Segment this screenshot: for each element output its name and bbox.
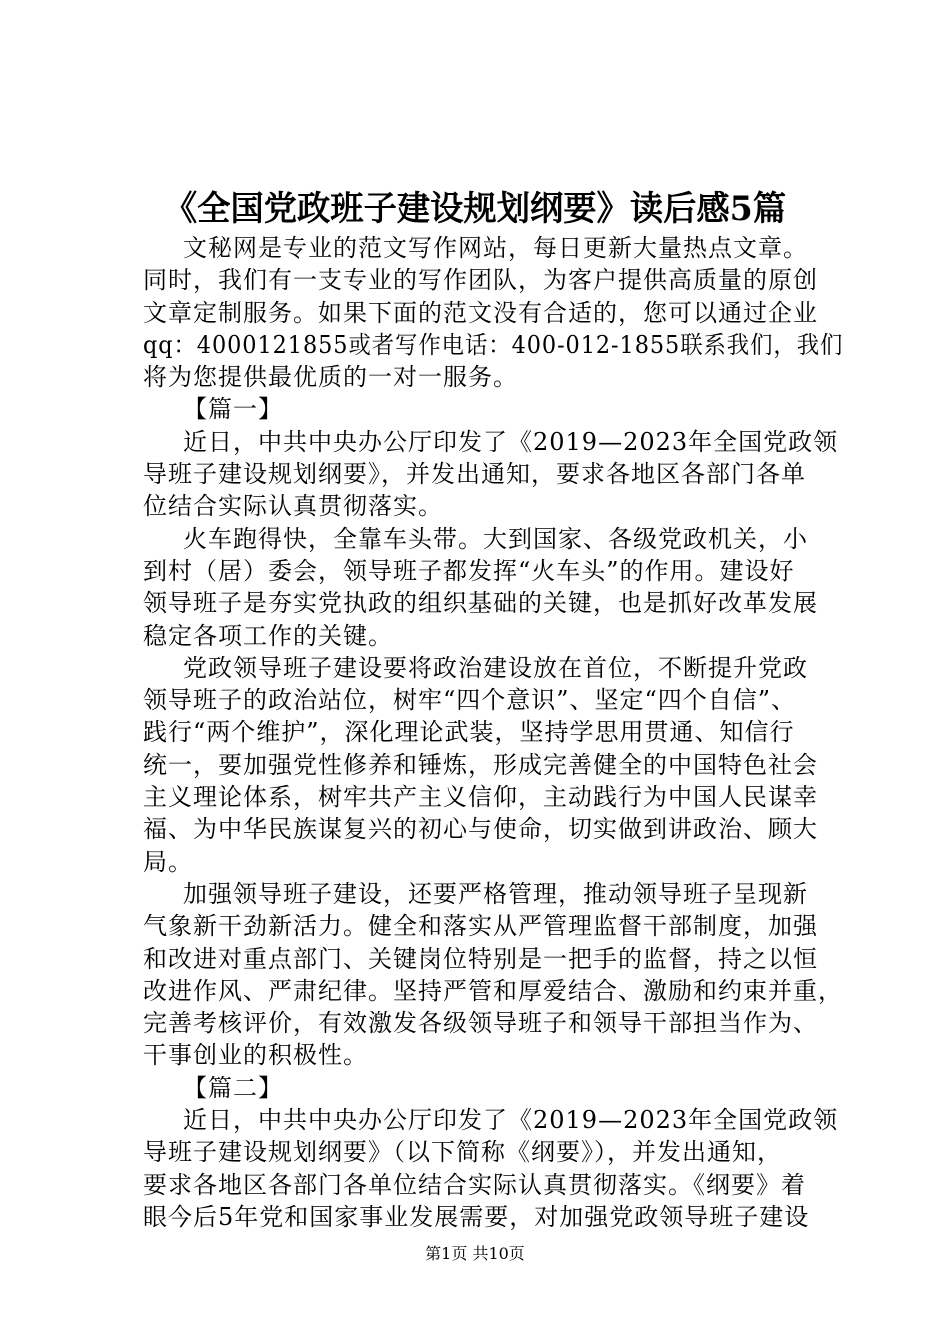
text-line: 文秘网是专业的范文写作网站，每日更新大量热点文章。	[183, 234, 808, 262]
text-line: 近日，中共中央办公厅印发了《2019—2023年全国党政领	[183, 427, 839, 456]
text-line: 稳定各项工作的关键。	[143, 621, 393, 650]
text-line: 近日，中共中央办公厅印发了《2019—2023年全国党政领	[183, 1106, 839, 1135]
text-line: 局。	[143, 847, 193, 876]
text-line: 完善考核评价，有效激发各级领导班子和领导干部担当作为、	[143, 1009, 818, 1038]
text-line: 要求各地区各部门各单位结合实际认真贯彻落实。《纲要》着	[143, 1170, 806, 1199]
text-line: 主义理论体系，树牢共产主义信仰，主动践行为中国人民谋幸	[143, 783, 818, 812]
text-line: 导班子建设规划纲要》，并发出通知，要求各地区各部门各单	[143, 460, 806, 489]
document-title: 《全国党政班子建设规划纲要》读后感5篇	[163, 189, 787, 229]
text-line: 眼今后5年党和国家事业发展需要，对加强党政领导班子建设	[143, 1202, 810, 1231]
text-line: 将为您提供最优质的一对一服务。	[143, 363, 518, 392]
page-number: 第1页 共10页	[425, 1244, 525, 1263]
text-line: 加强领导班子建设，还要严格管理，推动领导班子呈现新	[183, 879, 808, 908]
text-line: 到村（居）委会，领导班子都发挥“火车头”的作用。建设好	[143, 556, 795, 585]
text-line: 火车跑得快，全靠车头带。大到国家、各级党政机关，小	[183, 524, 808, 553]
text-line: 改进作风、严肃纪律。坚持严管和厚爱结合、激励和约束并重，	[143, 976, 843, 1005]
text-line: 同时，我们有一支专业的写作团队，为客户提供高质量的原创	[143, 266, 818, 295]
text-line: 干事创业的积极性。	[143, 1041, 368, 1070]
text-line: 党政领导班子建设要将政治建设放在首位，不断提升党政	[183, 653, 808, 682]
text-line: qq：4000121855或者写作电话：400-012-1855联系我们，我们	[143, 330, 844, 359]
text-line: 导班子建设规划纲要》（以下简称《纲要》），并发出通知，	[143, 1138, 782, 1167]
text-line: 和改进对重点部门、关键岗位特别是一把手的监督，持之以恒	[143, 944, 818, 973]
text-line: 文章定制服务。如果下面的范文没有合适的，您可以通过企业	[143, 298, 818, 327]
text-line: 践行“两个维护”，深化理论武装，坚持学思用贯通、知信行	[143, 718, 795, 747]
text-line: 领导班子的政治站位，树牢“四个意识”、坚定“四个自信”、	[143, 686, 797, 715]
text-line: 福、为中华民族谋复兴的初心与使命，切实做到讲政治、顾大	[143, 815, 818, 844]
text-line: 【篇二】	[183, 1073, 283, 1102]
text-line: 【篇一】	[183, 395, 283, 424]
text-line: 统一，要加强党性修养和锤炼，形成完善健全的中国特色社会	[143, 750, 818, 779]
document-body	[143, 232, 843, 1233]
text-line: 气象新干劲新活力。健全和落实从严管理监督干部制度，加强	[143, 912, 818, 941]
text-line: 领导班子是夯实党执政的组织基础的关键，也是抓好改革发展	[143, 589, 818, 618]
text-line: 位结合实际认真贯彻落实。	[143, 492, 443, 521]
